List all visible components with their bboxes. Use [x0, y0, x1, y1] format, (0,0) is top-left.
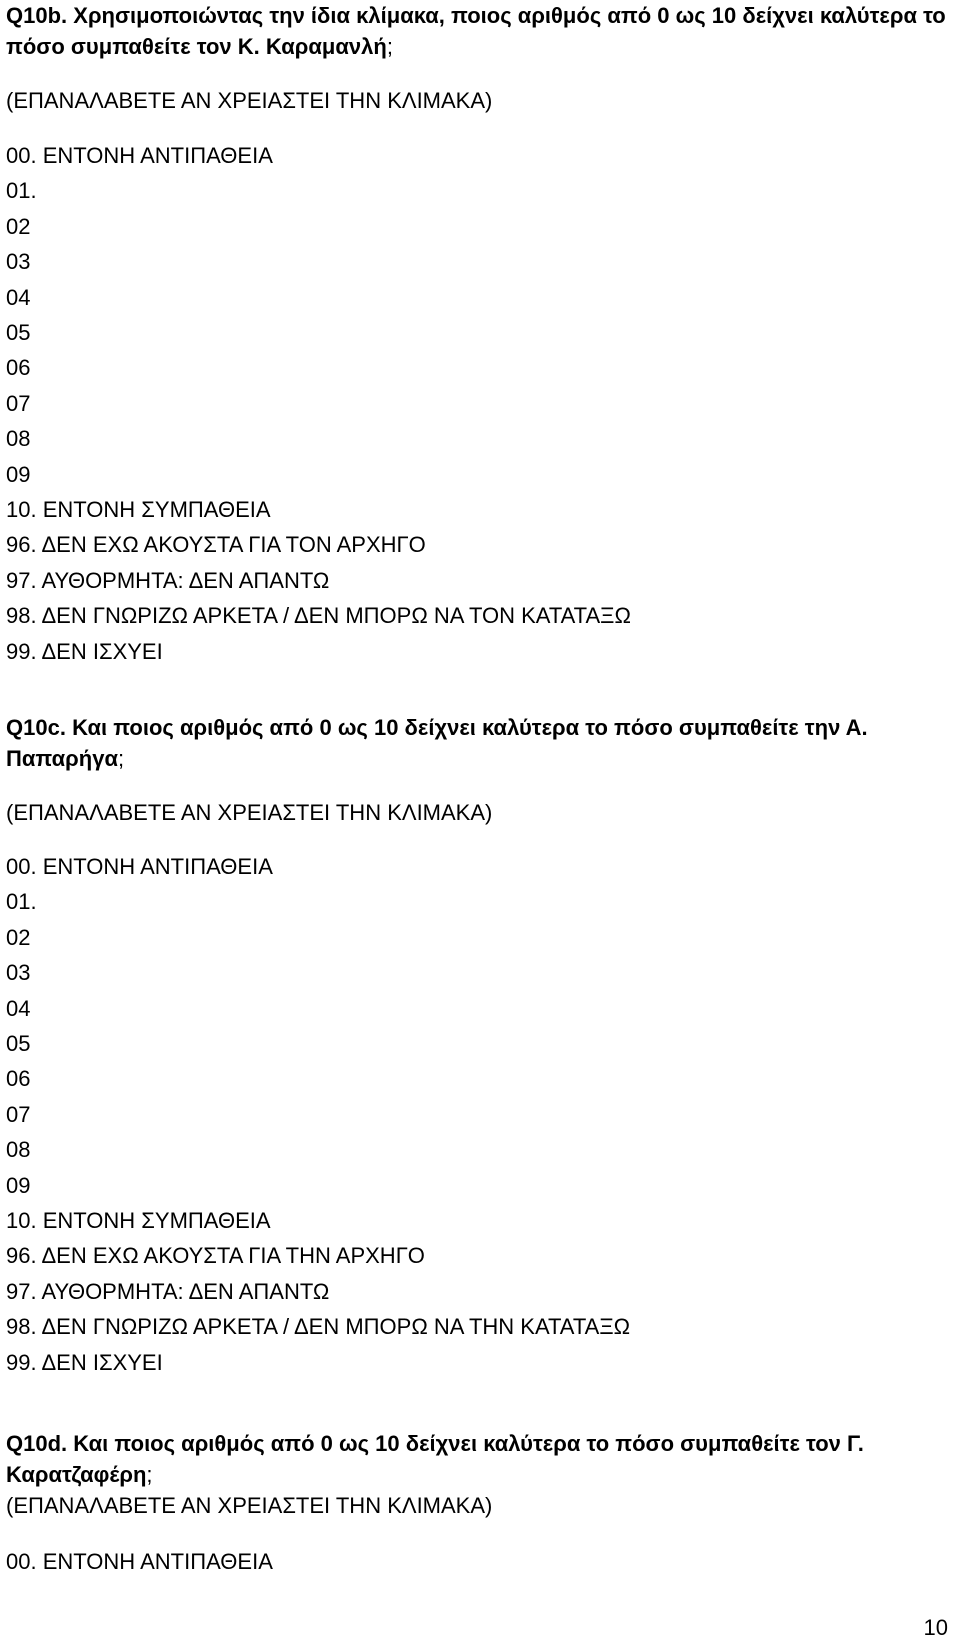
- question-text: Και ποιος αριθμός από 0 ως 10 δείχνει καλύτερα το πόσο συμπαθείτε την Α. Παπαρήγα: [6, 715, 868, 771]
- answer-option: 01.: [6, 889, 37, 915]
- question-punct: ;: [146, 1462, 153, 1487]
- answer-option: 04: [6, 284, 31, 310]
- question-id: Q10d.: [6, 1431, 68, 1456]
- answer-option: 96. ΔΕΝ ΕΧΩ ΑΚΟΥΣΤΑ ΓΙΑ ΤΗΝ ΑΡΧΗΓΟ: [6, 1243, 425, 1269]
- answer-option: 97. ΑΥΘΟΡΜΗΤΑ: ΔΕΝ ΑΠΑΝΤΩ: [6, 567, 330, 593]
- answer-option: 02: [6, 924, 31, 950]
- answer-option: 00. ΕΝΤΟΝΗ ΑΝΤΙΠΑΘΕΙΑ: [6, 1549, 273, 1574]
- question-text: Χρησιμοποιώντας την ίδια κλίμακα, ποιος αριθμός από 0 ως 10 δείχνει καλύτερα το πόσο συμπαθείτε τον Κ. Καραμανλή: [6, 3, 946, 59]
- question-title: [6, 0, 951, 62]
- question-id: Q10c.: [6, 715, 66, 740]
- answer-option: 05: [6, 320, 31, 346]
- answer-option: 06: [6, 1066, 31, 1092]
- question-q10b: [6, 0, 951, 669]
- answer-option: 07: [6, 1101, 31, 1127]
- answer-options: [6, 138, 951, 669]
- answer-option: 10. ΕΝΤΟΝΗ ΣΥΜΠΑΘΕΙΑ: [6, 497, 271, 523]
- answer-option: 98. ΔΕΝ ΓΝΩΡΙΖΩ ΑΡΚΕΤΑ / ΔΕΝ ΜΠΟΡΩ ΝΑ ΤΗΝ ΚΑΤΑΤΑΞΩ: [6, 1314, 631, 1340]
- question-punct: ;: [117, 746, 125, 771]
- answer-option: 06: [6, 355, 31, 381]
- answer-option: 08: [6, 426, 31, 452]
- interviewer-instruction: (ΕΠΑΝΑΛΑΒΕΤΕ ΑΝ ΧΡΕΙΑΣΤΕΙ ΤΗΝ ΚΛΙΜΑΚΑ): [6, 800, 493, 825]
- answer-option: 97. ΑΥΘΟΡΜΗΤΑ: ΔΕΝ ΑΠΑΝΤΩ: [6, 1278, 330, 1304]
- answer-option: 99. ΔΕΝ ΙΣΧΥΕΙ: [6, 638, 163, 664]
- question-title: [6, 712, 951, 774]
- answer-option: 98. ΔΕΝ ΓΝΩΡΙΖΩ ΑΡΚΕΤΑ / ΔΕΝ ΜΠΟΡΩ ΝΑ ΤΟΝ ΚΑΤΑΤΑΞΩ: [6, 603, 631, 629]
- answer-option: 10. ΕΝΤΟΝΗ ΣΥΜΠΑΘΕΙΑ: [6, 1208, 271, 1234]
- answer-option: 00. ΕΝΤΟΝΗ ΑΝΤΙΠΑΘΕΙΑ: [6, 854, 273, 879]
- answer-option: 99. ΔΕΝ ΙΣΧΥΕΙ: [6, 1349, 163, 1375]
- answer-option: 96. ΔΕΝ ΕΧΩ ΑΚΟΥΣΤΑ ΓΙΑ ΤΟΝ ΑΡΧΗΓΟ: [6, 532, 426, 558]
- answer-option: 00. ΕΝΤΟΝΗ ΑΝΤΙΠΑΘΕΙΑ: [6, 143, 273, 168]
- question-q10c: [6, 712, 951, 1380]
- answer-options: [6, 849, 951, 1380]
- answer-options: [6, 1544, 951, 1579]
- interviewer-instruction: (ΕΠΑΝΑΛΑΒΕΤΕ ΑΝ ΧΡΕΙΑΣΤΕΙ ΤΗΝ ΚΛΙΜΑΚΑ): [6, 88, 493, 113]
- answer-option: 01.: [6, 178, 37, 204]
- question-id: Q10b.: [6, 3, 68, 28]
- answer-option: 07: [6, 390, 31, 416]
- interviewer-instruction: (ΕΠΑΝΑΛΑΒΕΤΕ ΑΝ ΧΡΕΙΑΣΤΕΙ ΤΗΝ ΚΛΙΜΑΚΑ): [6, 1493, 493, 1518]
- answer-option: 09: [6, 1172, 31, 1198]
- question-q10d: [6, 1428, 951, 1579]
- answer-option: 04: [6, 995, 31, 1021]
- answer-option: 05: [6, 1031, 31, 1057]
- answer-option: 09: [6, 461, 31, 487]
- question-punct: ;: [386, 34, 393, 59]
- page-number: 10: [923, 1615, 948, 1640]
- answer-option: 03: [6, 960, 31, 986]
- answer-option: 08: [6, 1137, 31, 1163]
- answer-option: 02: [6, 213, 31, 239]
- question-text: Και ποιος αριθμός από 0 ως 10 δείχνει καλύτερα το πόσο συμπαθείτε τον Γ. Καρατζαφέρη: [6, 1431, 864, 1487]
- question-title: [6, 1428, 951, 1490]
- answer-option: 03: [6, 249, 31, 275]
